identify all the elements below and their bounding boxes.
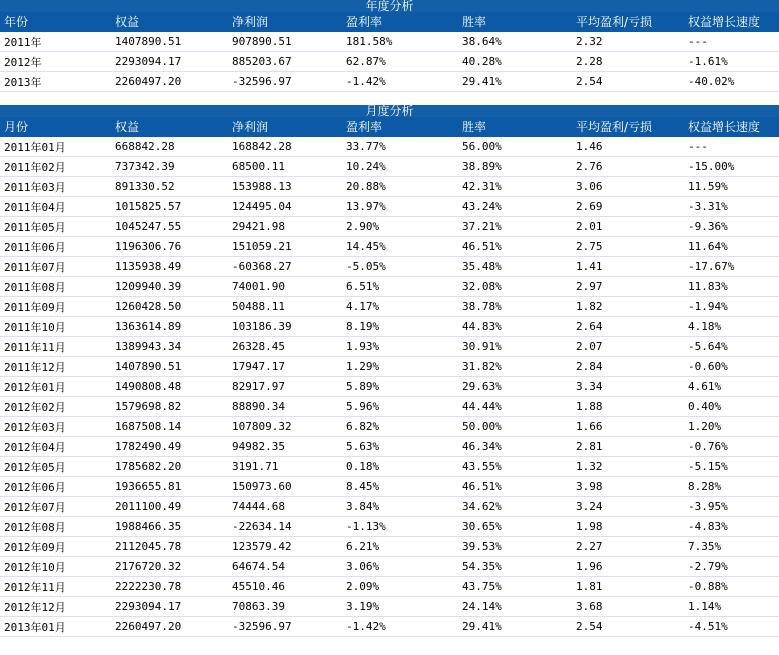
cell-equity-growth: 0.40%	[684, 397, 779, 417]
cell-period: 2011年03月	[0, 177, 111, 197]
cell-period: 2011年04月	[0, 197, 111, 217]
cell-equity: 1260428.50	[111, 297, 228, 317]
cell-avg-profit-loss: 2.84	[572, 357, 684, 377]
cell-net-profit: 88890.34	[228, 397, 342, 417]
monthly-table	[0, 117, 779, 637]
column-header-profit-rate: 盈利率	[342, 12, 458, 32]
monthly-header-row	[0, 117, 779, 137]
cell-net-profit: 168842.28	[228, 137, 342, 157]
column-header-net-profit: 净利润	[228, 12, 342, 32]
cell-period: 2011年01月	[0, 137, 111, 157]
cell-profit-rate: -1.13%	[342, 517, 458, 537]
cell-profit-rate: 6.21%	[342, 537, 458, 557]
cell-equity: 2293094.17	[111, 597, 228, 617]
cell-profit-rate: 8.19%	[342, 317, 458, 337]
cell-avg-profit-loss: 1.66	[572, 417, 684, 437]
cell-equity-growth: -17.67%	[684, 257, 779, 277]
table-row	[0, 517, 779, 537]
cell-equity: 1045247.55	[111, 217, 228, 237]
cell-win-rate: 30.91%	[458, 337, 572, 357]
cell-win-rate: 35.48%	[458, 257, 572, 277]
cell-equity-growth: 7.35%	[684, 537, 779, 557]
cell-profit-rate: 0.18%	[342, 457, 458, 477]
cell-period: 2012年06月	[0, 477, 111, 497]
table-row	[0, 157, 779, 177]
cell-win-rate: 46.51%	[458, 237, 572, 257]
cell-period: 2013年01月	[0, 617, 111, 637]
cell-equity: 1015825.57	[111, 197, 228, 217]
cell-avg-profit-loss: 2.01	[572, 217, 684, 237]
column-header-net-profit: 净利润	[228, 117, 342, 137]
cell-equity-growth: -0.88%	[684, 577, 779, 597]
table-row	[0, 197, 779, 217]
cell-profit-rate: 13.97%	[342, 197, 458, 217]
cell-equity: 2260497.20	[111, 617, 228, 637]
cell-win-rate: 46.34%	[458, 437, 572, 457]
cell-net-profit: 107809.32	[228, 417, 342, 437]
cell-equity-growth: -5.15%	[684, 457, 779, 477]
cell-win-rate: 31.82%	[458, 357, 572, 377]
cell-net-profit: 885203.67	[228, 52, 342, 72]
cell-win-rate: 42.31%	[458, 177, 572, 197]
cell-win-rate: 38.64%	[458, 32, 572, 52]
cell-equity: 1988466.35	[111, 517, 228, 537]
cell-equity-growth: 11.64%	[684, 237, 779, 257]
cell-avg-profit-loss: 2.97	[572, 277, 684, 297]
cell-period: 2011年10月	[0, 317, 111, 337]
cell-profit-rate: -1.42%	[342, 72, 458, 92]
cell-equity: 1782490.49	[111, 437, 228, 457]
cell-avg-profit-loss: 2.28	[572, 52, 684, 72]
cell-period: 2011年12月	[0, 357, 111, 377]
cell-win-rate: 46.51%	[458, 477, 572, 497]
cell-profit-rate: 181.58%	[342, 32, 458, 52]
cell-avg-profit-loss: 3.98	[572, 477, 684, 497]
cell-net-profit: 17947.17	[228, 357, 342, 377]
cell-net-profit: 64674.54	[228, 557, 342, 577]
cell-net-profit: 74444.68	[228, 497, 342, 517]
table-row	[0, 397, 779, 417]
cell-equity: 2293094.17	[111, 52, 228, 72]
table-row	[0, 417, 779, 437]
cell-equity: 1196306.76	[111, 237, 228, 257]
cell-win-rate: 29.41%	[458, 617, 572, 637]
table-row	[0, 177, 779, 197]
cell-equity-growth: -9.36%	[684, 217, 779, 237]
cell-equity: 891330.52	[111, 177, 228, 197]
table-row	[0, 297, 779, 317]
cell-avg-profit-loss: 2.64	[572, 317, 684, 337]
cell-equity: 737342.39	[111, 157, 228, 177]
cell-period: 2012年10月	[0, 557, 111, 577]
cell-avg-profit-loss: 1.88	[572, 397, 684, 417]
cell-win-rate: 38.78%	[458, 297, 572, 317]
column-header-period: 月份	[0, 117, 111, 137]
cell-avg-profit-loss: 2.76	[572, 157, 684, 177]
cell-win-rate: 32.08%	[458, 277, 572, 297]
cell-profit-rate: 1.29%	[342, 357, 458, 377]
cell-net-profit: -60368.27	[228, 257, 342, 277]
cell-win-rate: 37.21%	[458, 217, 572, 237]
cell-avg-profit-loss: 1.46	[572, 137, 684, 157]
cell-avg-profit-loss: 3.24	[572, 497, 684, 517]
cell-period: 2011年07月	[0, 257, 111, 277]
column-header-profit-rate: 盈利率	[342, 117, 458, 137]
column-header-win-rate: 胜率	[458, 12, 572, 32]
table-row	[0, 357, 779, 377]
cell-profit-rate: 5.63%	[342, 437, 458, 457]
cell-period: 2011年08月	[0, 277, 111, 297]
cell-period: 2011年02月	[0, 157, 111, 177]
cell-win-rate: 30.65%	[458, 517, 572, 537]
cell-win-rate: 40.28%	[458, 52, 572, 72]
cell-profit-rate: 4.17%	[342, 297, 458, 317]
cell-profit-rate: 10.24%	[342, 157, 458, 177]
cell-win-rate: 29.63%	[458, 377, 572, 397]
cell-period: 2011年05月	[0, 217, 111, 237]
cell-net-profit: 50488.11	[228, 297, 342, 317]
table-row	[0, 497, 779, 517]
cell-equity: 1579698.82	[111, 397, 228, 417]
cell-equity-growth: -40.02%	[684, 72, 779, 92]
cell-profit-rate: 33.77%	[342, 137, 458, 157]
cell-net-profit: 26328.45	[228, 337, 342, 357]
cell-period: 2012年12月	[0, 597, 111, 617]
table-row	[0, 237, 779, 257]
cell-equity-growth: ---	[684, 137, 779, 157]
cell-equity: 2222230.78	[111, 577, 228, 597]
cell-equity: 1407890.51	[111, 357, 228, 377]
cell-period: 2012年01月	[0, 377, 111, 397]
cell-equity-growth: -0.76%	[684, 437, 779, 457]
table-row	[0, 217, 779, 237]
table-row	[0, 557, 779, 577]
column-header-equity-growth: 权益增长速度	[684, 117, 779, 137]
table-row	[0, 317, 779, 337]
cell-equity-growth: 1.14%	[684, 597, 779, 617]
column-header-equity: 权益	[111, 12, 228, 32]
table-row	[0, 277, 779, 297]
table-row	[0, 537, 779, 557]
cell-profit-rate: 3.84%	[342, 497, 458, 517]
cell-avg-profit-loss: 3.06	[572, 177, 684, 197]
cell-period: 2012年07月	[0, 497, 111, 517]
cell-avg-profit-loss: 2.69	[572, 197, 684, 217]
cell-win-rate: 43.55%	[458, 457, 572, 477]
cell-avg-profit-loss: 1.41	[572, 257, 684, 277]
cell-period: 2011年	[0, 32, 111, 52]
cell-equity: 1407890.51	[111, 32, 228, 52]
cell-avg-profit-loss: 3.34	[572, 377, 684, 397]
cell-avg-profit-loss: 3.68	[572, 597, 684, 617]
cell-equity-growth: 11.83%	[684, 277, 779, 297]
cell-equity-growth: 4.18%	[684, 317, 779, 337]
cell-net-profit: 151059.21	[228, 237, 342, 257]
column-header-period: 年份	[0, 12, 111, 32]
table-row	[0, 52, 779, 72]
cell-win-rate: 29.41%	[458, 72, 572, 92]
cell-avg-profit-loss: 2.75	[572, 237, 684, 257]
cell-equity: 1687508.14	[111, 417, 228, 437]
cell-profit-rate: 6.51%	[342, 277, 458, 297]
table-row	[0, 32, 779, 52]
cell-profit-rate: 3.19%	[342, 597, 458, 617]
table-row	[0, 477, 779, 497]
cell-period: 2012年09月	[0, 537, 111, 557]
cell-profit-rate: 62.87%	[342, 52, 458, 72]
cell-win-rate: 56.00%	[458, 137, 572, 157]
table-row	[0, 337, 779, 357]
cell-period: 2012年11月	[0, 577, 111, 597]
cell-win-rate: 44.44%	[458, 397, 572, 417]
cell-avg-profit-loss: 2.54	[572, 72, 684, 92]
cell-equity: 1785682.20	[111, 457, 228, 477]
cell-net-profit: 150973.60	[228, 477, 342, 497]
table-row	[0, 617, 779, 637]
cell-avg-profit-loss: 2.81	[572, 437, 684, 457]
column-header-avg-profit-loss: 平均盈利/亏损	[572, 117, 684, 137]
cell-profit-rate: 6.82%	[342, 417, 458, 437]
cell-net-profit: -32596.97	[228, 72, 342, 92]
cell-net-profit: 45510.46	[228, 577, 342, 597]
cell-equity-growth: 4.61%	[684, 377, 779, 397]
cell-equity-growth: -5.64%	[684, 337, 779, 357]
cell-profit-rate: 3.06%	[342, 557, 458, 577]
cell-equity: 2260497.20	[111, 72, 228, 92]
column-header-win-rate: 胜率	[458, 117, 572, 137]
cell-equity-growth: -1.61%	[684, 52, 779, 72]
cell-profit-rate: 5.96%	[342, 397, 458, 417]
cell-win-rate: 50.00%	[458, 417, 572, 437]
cell-equity: 1389943.34	[111, 337, 228, 357]
cell-equity-growth: -1.94%	[684, 297, 779, 317]
cell-win-rate: 43.75%	[458, 577, 572, 597]
cell-avg-profit-loss: 2.32	[572, 32, 684, 52]
cell-win-rate: 39.53%	[458, 537, 572, 557]
cell-avg-profit-loss: 2.54	[572, 617, 684, 637]
cell-avg-profit-loss: 2.07	[572, 337, 684, 357]
cell-net-profit: 3191.71	[228, 457, 342, 477]
cell-profit-rate: 5.89%	[342, 377, 458, 397]
cell-equity-growth: -15.00%	[684, 157, 779, 177]
cell-net-profit: 94982.35	[228, 437, 342, 457]
cell-net-profit: 74001.90	[228, 277, 342, 297]
cell-profit-rate: -1.42%	[342, 617, 458, 637]
cell-avg-profit-loss: 1.81	[572, 577, 684, 597]
table-row	[0, 457, 779, 477]
cell-equity: 1209940.39	[111, 277, 228, 297]
cell-avg-profit-loss: 1.82	[572, 297, 684, 317]
cell-win-rate: 24.14%	[458, 597, 572, 617]
cell-period: 2011年09月	[0, 297, 111, 317]
annual-analysis-section	[0, 0, 779, 92]
cell-profit-rate: 14.45%	[342, 237, 458, 257]
cell-win-rate: 38.89%	[458, 157, 572, 177]
cell-win-rate: 44.83%	[458, 317, 572, 337]
cell-net-profit: 907890.51	[228, 32, 342, 52]
cell-equity: 2176720.32	[111, 557, 228, 577]
cell-equity: 2112045.78	[111, 537, 228, 557]
cell-equity-growth: -0.60%	[684, 357, 779, 377]
cell-net-profit: 124495.04	[228, 197, 342, 217]
column-header-avg-profit-loss: 平均盈利/亏损	[572, 12, 684, 32]
cell-equity-growth: -4.51%	[684, 617, 779, 637]
cell-period: 2011年06月	[0, 237, 111, 257]
table-row	[0, 577, 779, 597]
cell-win-rate: 54.35%	[458, 557, 572, 577]
column-header-equity-growth: 权益增长速度	[684, 12, 779, 32]
cell-equity-growth: ---	[684, 32, 779, 52]
column-header-equity: 权益	[111, 117, 228, 137]
cell-win-rate: 43.24%	[458, 197, 572, 217]
cell-profit-rate: 2.09%	[342, 577, 458, 597]
cell-net-profit: -22634.14	[228, 517, 342, 537]
cell-period: 2012年04月	[0, 437, 111, 457]
cell-period: 2012年05月	[0, 457, 111, 477]
cell-avg-profit-loss: 1.32	[572, 457, 684, 477]
cell-equity-growth: -3.95%	[684, 497, 779, 517]
cell-period: 2012年	[0, 52, 111, 72]
cell-equity-growth: 8.28%	[684, 477, 779, 497]
cell-equity-growth: 1.20%	[684, 417, 779, 437]
cell-equity: 1363614.89	[111, 317, 228, 337]
cell-period: 2013年	[0, 72, 111, 92]
cell-equity-growth: -2.79%	[684, 557, 779, 577]
cell-profit-rate: 8.45%	[342, 477, 458, 497]
cell-equity-growth: -4.83%	[684, 517, 779, 537]
section-gap	[0, 92, 779, 105]
table-row	[0, 137, 779, 157]
cell-equity: 1936655.81	[111, 477, 228, 497]
cell-net-profit: 29421.98	[228, 217, 342, 237]
table-row	[0, 257, 779, 277]
cell-profit-rate: 20.88%	[342, 177, 458, 197]
monthly-analysis-section	[0, 105, 779, 637]
cell-profit-rate: 1.93%	[342, 337, 458, 357]
cell-period: 2012年08月	[0, 517, 111, 537]
cell-net-profit: 123579.42	[228, 537, 342, 557]
cell-win-rate: 34.62%	[458, 497, 572, 517]
table-row	[0, 597, 779, 617]
cell-net-profit: 153988.13	[228, 177, 342, 197]
annual-section-title: 年度分析	[0, 0, 779, 12]
cell-net-profit: 68500.11	[228, 157, 342, 177]
cell-equity: 2011100.49	[111, 497, 228, 517]
table-row	[0, 72, 779, 92]
cell-equity: 668842.28	[111, 137, 228, 157]
annual-header-row	[0, 12, 779, 32]
cell-profit-rate: -5.05%	[342, 257, 458, 277]
cell-avg-profit-loss: 1.96	[572, 557, 684, 577]
cell-net-profit: 70863.39	[228, 597, 342, 617]
cell-equity: 1490808.48	[111, 377, 228, 397]
cell-net-profit: -32596.97	[228, 617, 342, 637]
cell-equity-growth: -3.31%	[684, 197, 779, 217]
cell-period: 2011年11月	[0, 337, 111, 357]
annual-table	[0, 12, 779, 92]
cell-equity-growth: 11.59%	[684, 177, 779, 197]
table-row	[0, 377, 779, 397]
cell-avg-profit-loss: 2.27	[572, 537, 684, 557]
cell-profit-rate: 2.90%	[342, 217, 458, 237]
monthly-section-title: 月度分析	[0, 105, 779, 117]
cell-net-profit: 82917.97	[228, 377, 342, 397]
cell-period: 2012年02月	[0, 397, 111, 417]
cell-equity: 1135938.49	[111, 257, 228, 277]
cell-period: 2012年03月	[0, 417, 111, 437]
table-row	[0, 437, 779, 457]
cell-net-profit: 103186.39	[228, 317, 342, 337]
cell-avg-profit-loss: 1.98	[572, 517, 684, 537]
